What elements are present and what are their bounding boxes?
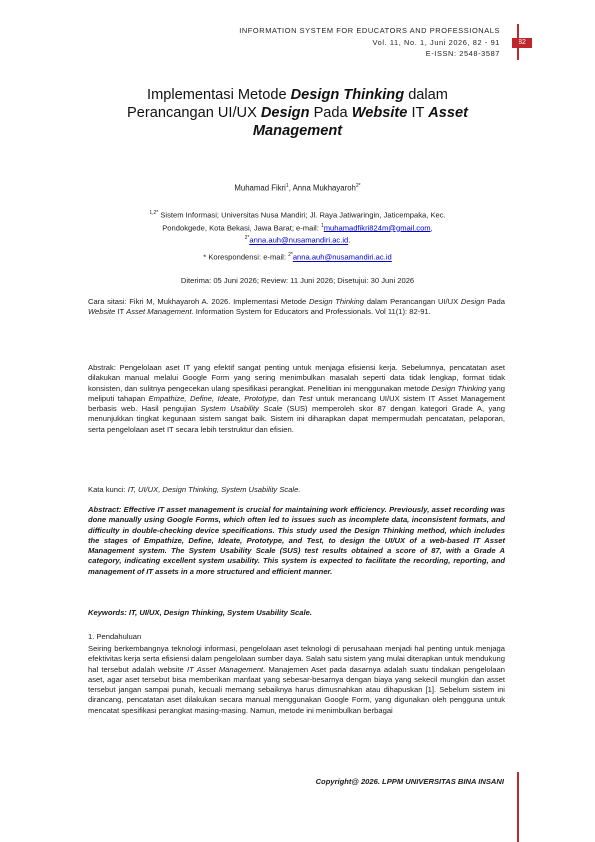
author2-email-link[interactable]: anna.auh@nusamandiri.ac.id: [249, 235, 349, 245]
corresponding-author: * Korespondensi: e-mail: $^{2*}$anna.auh@nusamandiri.ac.id: [203, 252, 392, 262]
copyright-footer: Copyright@ 2026. LPPM UNIVERSITAS BINA INSANI: [315, 777, 504, 786]
header-accent-line: [517, 24, 519, 60]
submission-dates: Diterima: 05 Juni 2026; Review: 11 Juni 2026; Disetujui: 30 Juni 2026: [180, 276, 415, 285]
issn: E-ISSN: 2548-3587: [425, 49, 500, 58]
abstract-en: Abstract: Effective IT asset management is crucial for maintaining work efficiency. Previously, asset recording was done manually using Google Forms, which often led to issues such as incomplete data, inconsistent formats, and difficulty in double-checking device specifications. This study used the Design Thinking method, which includes the stages of Empathize, Define, Ideate, Prototype, and Test, to design the UI/UX of a web-based IT Asset Management system. The System Usability Scale (SUS) test results obtained a score of 87, with a Grade A category, indicating excellent system usability. This system is expected to facilitate the recording, reporting, and management of IT assets in a more structured and efficient manner.: [88, 505, 505, 576]
abstrak-id: Abstrak: Pengelolaan aset IT yang efektif sangat penting untuk menjaga efisiensi kerja. Sebelumnya, pencatatan aset dilakukan manual melalui Google Form yang sering menimbulkan masalah seperti data tidak lengkap, format tidak konsisten, dan sulitnya pengecekan ulang spesifikasi perangkat. Penelitian ini menggunakan metode Design Thinking yang meliputi tahapan Empathize, Define, Ideate, Prototype, dan Test untuk merancang UI/UX sistem IT Asset Management berbasis web. Hasil pengujian System Usability Scale (SUS) memperoleh skor 87 dengan kategori Grade A, yang menunjukkan tingkat kegunaan sistem sangat baik. Sistem ini diharapkan dapat mempermudah pencatatan, pelaporan, serta pengelolaan aset IT secara lebih terstruktur dan efisien.: [88, 363, 506, 434]
footer-accent-line: [517, 772, 519, 842]
authors: Muhamad Fikri$^1$, Anna Mukhayaroh$^{2*}$: [234, 183, 361, 193]
paper-title: Implementasi Metode Design Thinking dalam Perancangan UI/UX Design Pada Website IT Asset Management: [127, 87, 468, 139]
author1-email-link[interactable]: muhamadfikri824m@gmail.com: [323, 223, 431, 233]
volume-info: Vol. 11, No. 1, Juni 2026, 82 - 91: [372, 38, 500, 47]
kata-kunci: Kata kunci: IT, UI/UX, Design Thinking, System Usability Scale.: [88, 485, 301, 494]
citation: Cara sitasi: Fikri M, Mukhayaroh A. 2026. Implementasi Metode Design Thinking dalam Perancangan UI/UX Design Pada Website IT Asset Management. Information System for Educators and Professionals. Vol 11(1): 82-91.: [88, 297, 505, 317]
section-heading: 1. Pendahuluan: [88, 632, 142, 641]
section-body: Seiring berkembangnya teknologi informasi, pengelolaan aset teknologi di perusahaan menjadi hal penting untuk menjaga efektivitas kerja serta efisiensi dalam pengelolaan sumber daya. Salah satu sistem yang mulai diterapkan untuk mendukung hal tersebut adalah website IT Asset Management. Manajemen Aset pada dasarnya adalah suatu tindakan pengelolaan aset, agar aset tersebut bisa memberikan manfaat yang sebesar-besarnya dengan biaya yang sekecil mungkin dan asset tersebut jangan sampai punah, kecuali memang sebaiknya harus dimusnahkan atau dihapuskan [1]. Sebelum sistem ini dirancang, pencatatan aset dilakukan secara manual menggunakan Google Form, yang digunakan oleh pengguna untuk mencatat spesifikasi perangkat masing-masing. Namun, metode ini menimbulkan berbagai: [88, 644, 505, 715]
journal-name: INFORMATION SYSTEM FOR EDUCATORS AND PROFESSIONALS: [239, 26, 500, 35]
affiliation: $^{1,2*}$ Sistem Informasi; Universitas Nusa Mandiri; Jl. Raya Jatiwaringin, Jaticempaka, Kec. Pondokgede, Kota Bekasi, Jawa Barat; e-mail: $^1$muhamadfikri824m@gmail.com, $^{2*}$anna.auh@nusamandiri.ac.id.: [149, 210, 446, 245]
corresponding-email-link[interactable]: anna.auh@nusamandiri.ac.id: [292, 252, 392, 262]
keywords-en: Keywords: IT, UI/UX, Design Thinking, System Usability Scale.: [88, 608, 312, 617]
page-number-badge: 82: [512, 38, 532, 48]
